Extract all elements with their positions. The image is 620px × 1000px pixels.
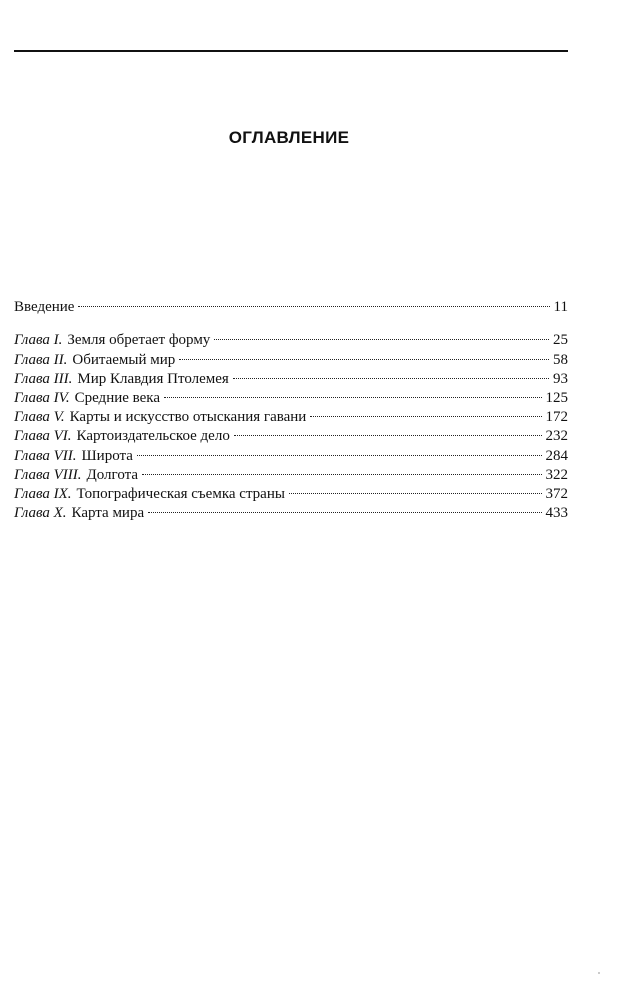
- chapter-name: Средние века: [74, 389, 161, 406]
- chapter-number: Глава II.: [14, 351, 68, 368]
- chapter-name: Топографическая съемка страны: [76, 485, 285, 502]
- chapter-page: 322: [545, 466, 568, 483]
- toc-entry-page: 11: [553, 299, 568, 316]
- dot-leader: [179, 344, 549, 363]
- chapter-page: 172: [545, 409, 568, 426]
- toc-entry-name: Введение: [14, 299, 75, 316]
- top-rule: [14, 50, 568, 52]
- chapter-number: Глава IX.: [14, 485, 72, 502]
- dot-leader: [234, 421, 542, 440]
- chapter-number: Глава I.: [14, 332, 63, 349]
- dot-leader: [142, 460, 541, 479]
- chapter-name: Обитаемый мир: [72, 351, 176, 368]
- chapter-name: Долгота: [86, 466, 139, 483]
- chapter-number: Глава IV.: [14, 389, 70, 406]
- dot-leader: [137, 440, 542, 459]
- chapter-number: Глава VII.: [14, 447, 77, 464]
- chapter-page: 25: [553, 332, 568, 349]
- chapter-page: 93: [553, 370, 568, 387]
- chapter-name: Карта мира: [71, 505, 145, 522]
- dot-leader: [148, 498, 541, 517]
- chapter-number: Глава X.: [14, 505, 67, 522]
- chapter-page: 58: [553, 351, 568, 368]
- dot-leader: [233, 364, 549, 383]
- dot-leader: [310, 402, 541, 421]
- chapter-page: 372: [545, 485, 568, 502]
- chapter-number: Глава III.: [14, 370, 73, 387]
- table-of-contents: [14, 292, 568, 522]
- chapter-number: Глава VI.: [14, 428, 72, 445]
- chapter-page: 125: [545, 389, 568, 406]
- chapter-name: Земля обретает форму: [67, 332, 211, 349]
- toc-entry-chapter-1[interactable]: [14, 325, 568, 349]
- page-title: ОГЛАВЛЕНИЕ: [228, 128, 350, 147]
- chapter-page: 232: [545, 428, 568, 445]
- dot-leader: [289, 479, 542, 498]
- dot-leader: [214, 325, 549, 344]
- chapter-page: 284: [545, 447, 568, 464]
- chapter-name: Широта: [81, 447, 133, 464]
- scan-speck: [598, 972, 600, 974]
- toc-entry-intro[interactable]: [14, 292, 568, 316]
- chapter-name: Мир Клавдия Птолемея: [77, 370, 229, 387]
- dot-leader: [164, 383, 541, 402]
- chapter-number: Глава V.: [14, 409, 65, 426]
- chapter-name: Карты и искусство отыскания гавани: [69, 409, 307, 426]
- chapter-name: Картоиздательское дело: [76, 428, 230, 445]
- dot-leader: [78, 292, 549, 311]
- chapter-number: Глава VIII.: [14, 466, 82, 483]
- chapter-page: 433: [545, 505, 568, 522]
